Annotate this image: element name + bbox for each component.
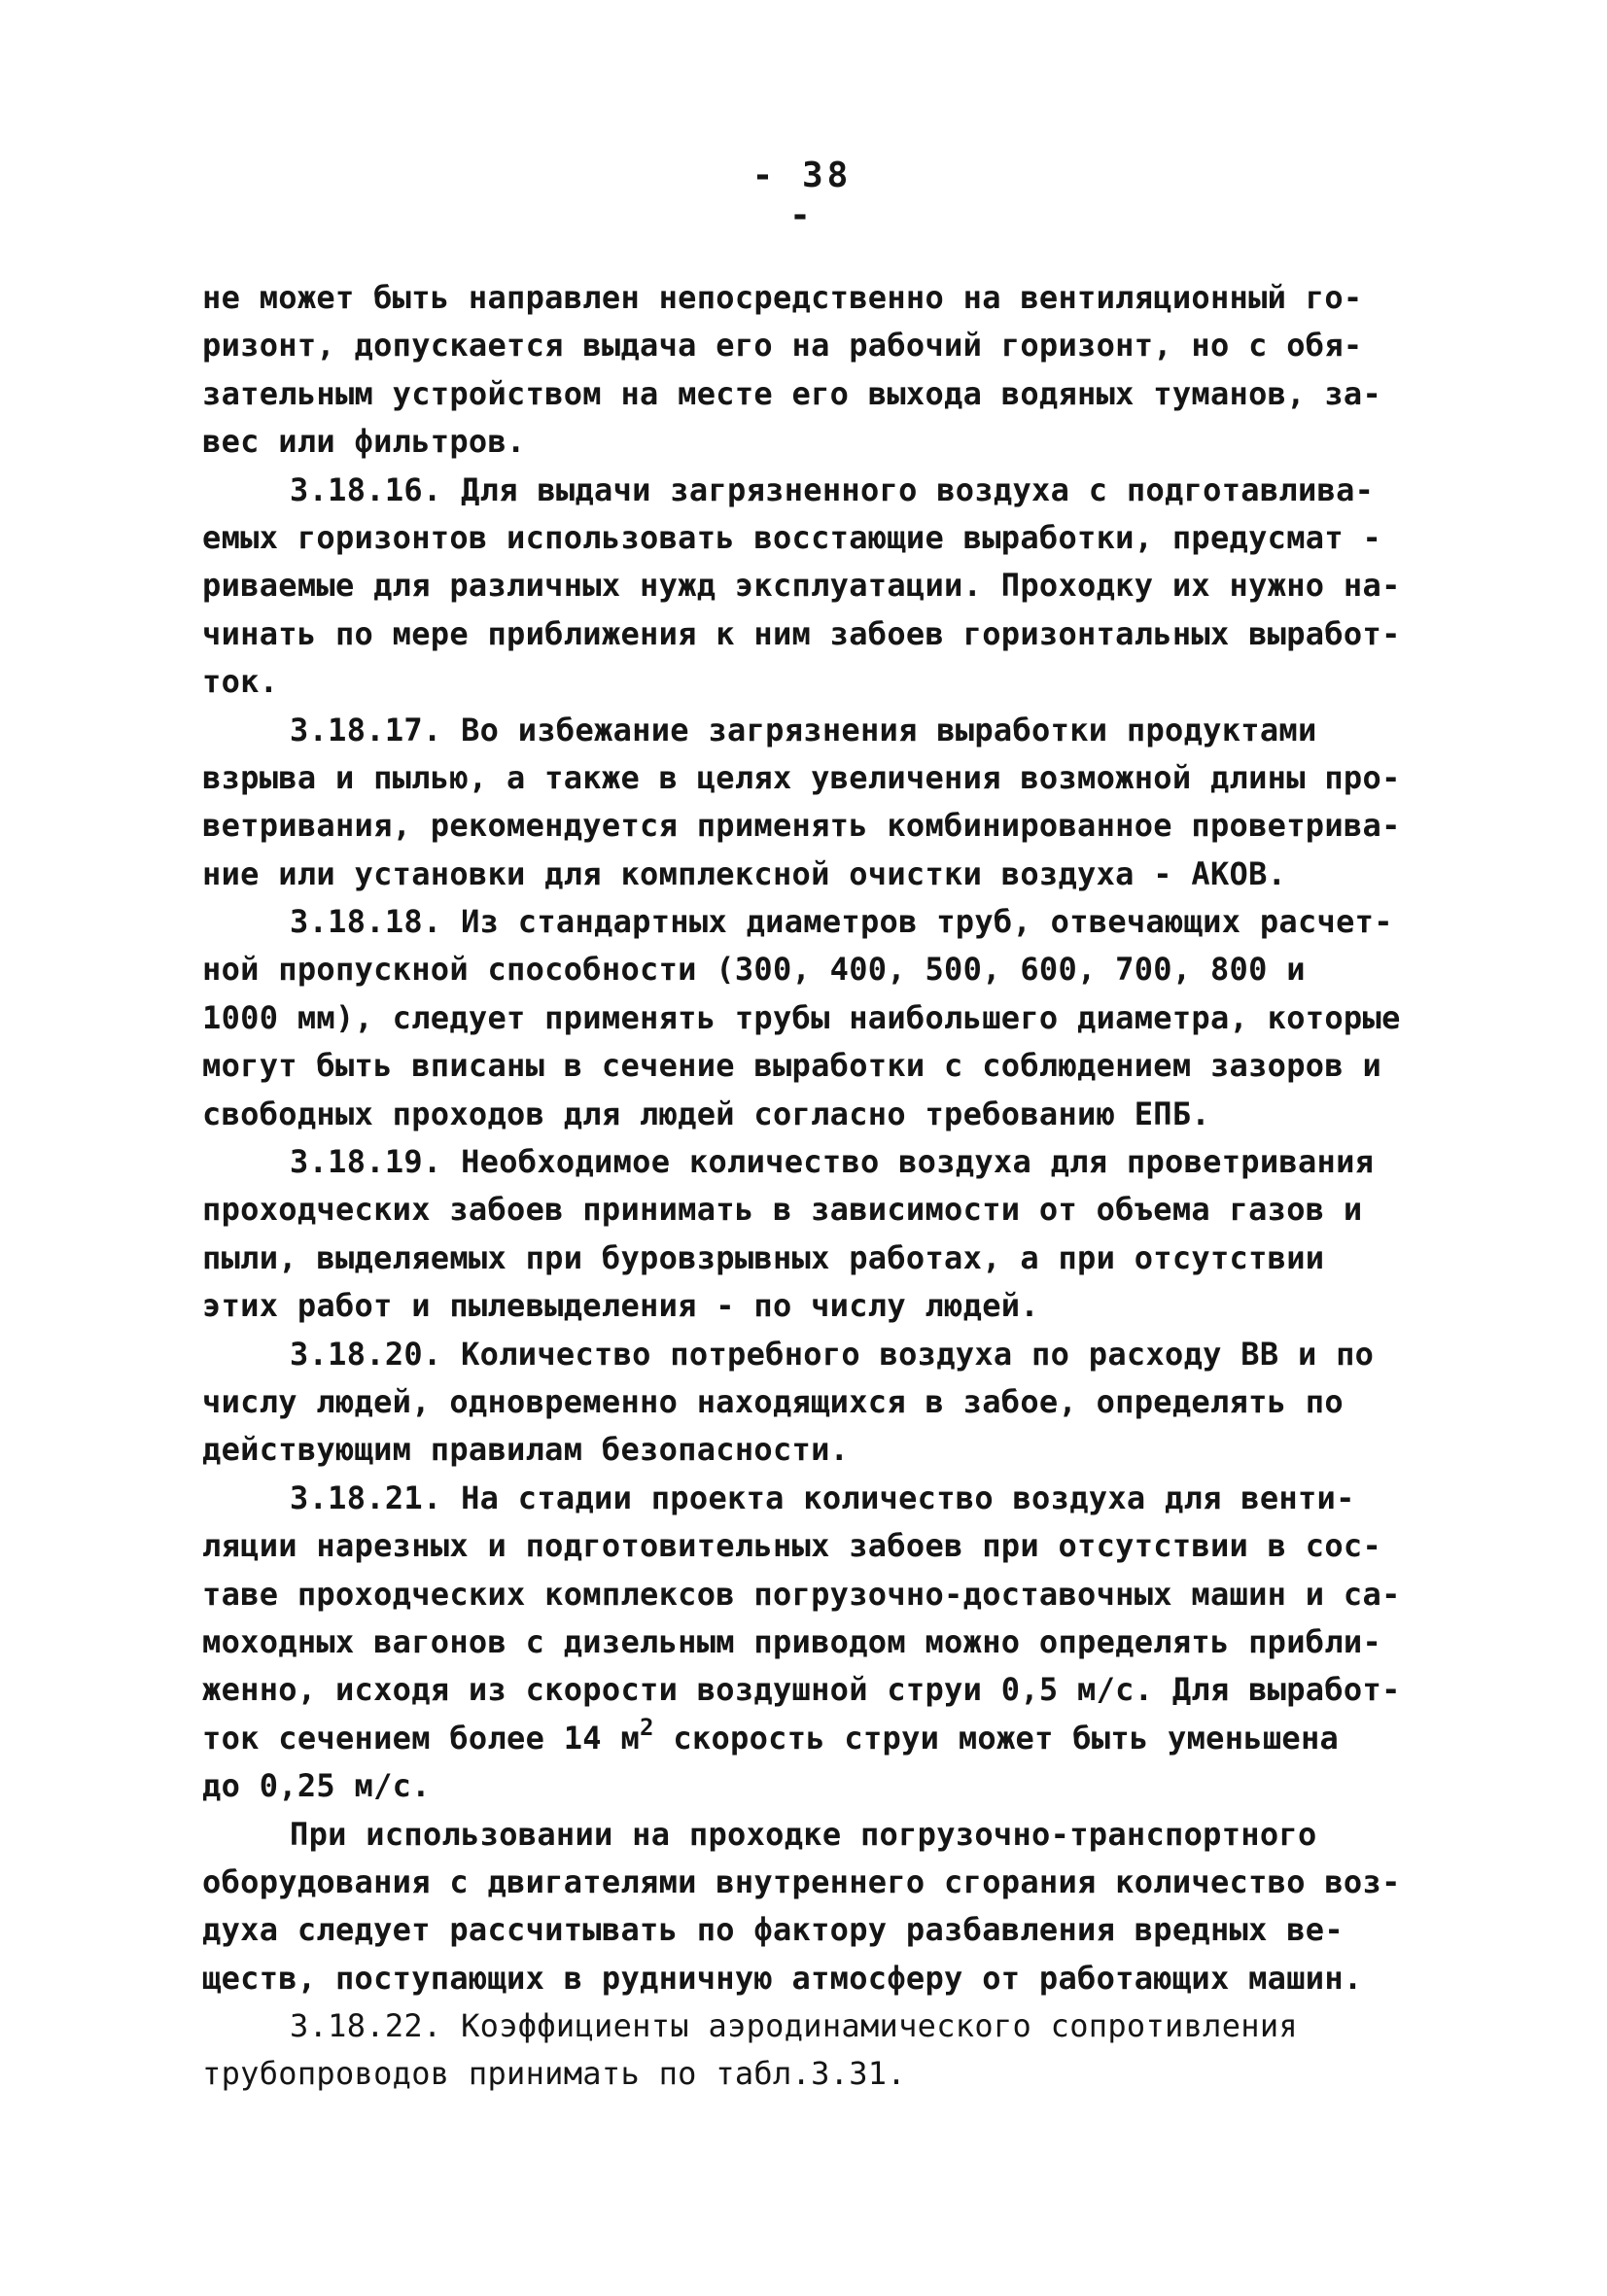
text-fragment: скорость струи может быть уменьшена [653, 1719, 1340, 1757]
paragraph-3-18-21-start: 3.18.21. На стадии проекта количество воздуха для венти- [290, 1478, 1355, 1516]
paragraph-3-18-19-start: 3.18.19. Необходимое количество воздуха для проветривания [290, 1143, 1375, 1181]
text-line: вес или фильтров. [202, 423, 526, 461]
text-line: ной пропускной способности (300, 400, 500, 600, 700, 800 и [202, 951, 1306, 989]
text-line-with-superscript [202, 1715, 1427, 1762]
paragraph-3-18-18-start: 3.18.18. Из стандартных диаметров труб, отвечающих расчет- [290, 903, 1393, 941]
superscript-square: 2 [640, 1713, 654, 1741]
page-number: - 38 - [751, 156, 853, 235]
text-line: оборудования с двигателями внутреннего сгорания количество воз- [202, 1862, 1401, 1900]
text-line: ветривания, рекомендуется применять комбинированное проветрива- [202, 807, 1401, 845]
text-line: взрыва и пылью, а также в целях увеличения возможной длины про- [202, 758, 1401, 796]
paragraph-3-18-17-start: 3.18.17. Во избежание загрязнения выработки продуктами [290, 711, 1317, 748]
text-line: ток. [202, 663, 279, 701]
document-body [202, 274, 1427, 2099]
text-line: действующим правилам безопасности. [202, 1431, 850, 1469]
text-line: до 0,25 м/с. [202, 1767, 431, 1805]
text-line: проходческих забоев принимать в зависимости от объема газов и [202, 1191, 1363, 1229]
text-line: не может быть направлен непосредственно на вентиляционный го- [202, 279, 1363, 316]
text-line: 1000 мм), следует применять трубы наибольшего диаметра, которые [202, 998, 1401, 1036]
paragraph-3-18-22 [202, 2002, 1427, 2099]
text-line: ние или установки для комплексной очистки воздуха - АКОВ. [202, 854, 1287, 892]
text-line: могут быть вписаны в сечение выработки с соблюдением зазоров и [202, 1047, 1382, 1085]
text-line: ризонт, допускается выдача его на рабочий горизонт, но с обя- [202, 327, 1363, 365]
text-line: моходных вагонов с дизельным приводом можно определять прибли- [202, 1622, 1382, 1660]
text-line: зательным устройством на месте его выхода водяных туманов, за- [202, 374, 1382, 412]
text-line: свободных проходов для людей согласно требованию ЕПБ. [202, 1095, 1210, 1132]
text-line: пыли, выделяемых при буровзрывных работах, а при отсутствии [202, 1238, 1325, 1276]
text-line: ществ, поступающих в рудничную атмосферу от работающих машин. [202, 1959, 1363, 1997]
text-line: числу людей, одновременно находящихся в забое, определять по [202, 1382, 1344, 1420]
paragraph-3-18-22-start: 3.18.22. Коэффициенты аэродинамического сопротивления [290, 2007, 1298, 2045]
paragraph-usage-start: При использовании на проходке погрузочно-транспортного [290, 1815, 1317, 1853]
text-line: женно, исходя из скорости воздушной струи 0,5 м/с. Для выработ- [202, 1671, 1401, 1709]
paragraph-3-18-16-start: 3.18.16. Для выдачи загрязненного воздуха с подготавлива- [290, 470, 1375, 508]
text-line: духа следует рассчитывать по фактору разбавления вредных ве- [202, 1911, 1344, 1949]
text-line: таве проходческих комплексов погрузочно-доставочных машин и са- [202, 1575, 1401, 1613]
text-line: этих работ и пылевыделения - по числу людей. [202, 1287, 1039, 1325]
paragraph-3-18-20-start: 3.18.20. Количество потребного воздуха по расходу ВВ и по [290, 1335, 1375, 1373]
text-line: трубопроводов принимать по табл.3.31. [202, 2055, 906, 2093]
text-fragment: ток сечением более 14 м [202, 1719, 641, 1757]
text-line: риваемые для различных нужд эксплуатации. Проходку их нужно на- [202, 567, 1401, 605]
text-line: емых горизонтов использовать восстающие выработки, предусмат - [202, 518, 1382, 556]
text-line: чинать по мере приближения к ним забоев горизонтальных выработ- [202, 614, 1401, 652]
text-line: ляции нарезных и подготовительных забоев при отсутствии в сос- [202, 1527, 1382, 1565]
